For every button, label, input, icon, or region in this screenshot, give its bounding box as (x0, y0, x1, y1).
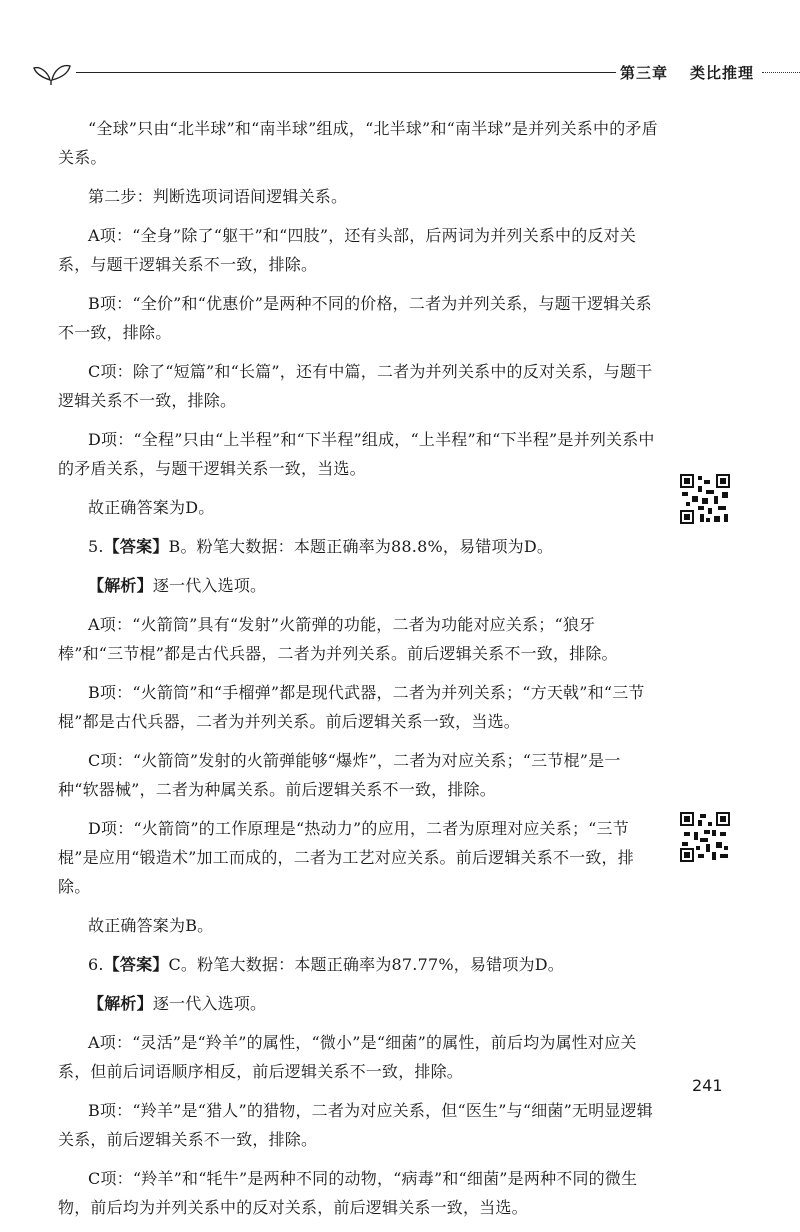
answer-tag: 【答案】 (103, 537, 169, 556)
chapter-title: 类比推理 (690, 64, 755, 82)
q5-option-a: A项：“火箭筒”具有“发射”火箭弹的功能，二者为功能对应关系；“狼牙棒”和“三节棍”都是古代兵器，二者为并列关系。前后逻辑关系不一致，排除。 (58, 615, 618, 663)
analysis-text: 逐一代入选项。 (152, 576, 267, 595)
analysis-tag: 【解析】 (88, 576, 153, 595)
sprout-icon (30, 52, 74, 86)
q6-analysis (58, 989, 658, 1018)
q6-number: 6. (88, 955, 104, 974)
page-number: 241 (692, 1076, 723, 1095)
page-header (30, 52, 770, 92)
paragraph: A项：“全身”除了“躯干”和“四肢”，还有头部，后两词为并列关系中的反对关系，与题干逻辑关系不一致，排除。 (58, 226, 637, 274)
page-content (58, 114, 658, 1232)
paragraph: 第二步：判断选项词语间逻辑关系。 (88, 187, 348, 206)
chapter-label: 第三章 (620, 64, 669, 82)
answer-tag: 【答案】 (103, 955, 169, 974)
header-rule (76, 72, 616, 73)
q5-option-c: C项：“火箭筒”发射的火箭弹能够“爆炸”，二者为对应关系；“三节棍”是一种“软器械”，二者为种属关系。前后逻辑关系不一致，排除。 (58, 751, 621, 799)
q5-analysis (58, 571, 658, 600)
q5-answer (58, 532, 658, 561)
answer-text: B。粉笔大数据：本题正确率为88.8%，易错项为D。 (168, 537, 554, 556)
paragraph: B项：“全价”和“优惠价”是两种不同的价格，二者为并列关系，与题干逻辑关系不一致，排除。 (58, 294, 652, 342)
q6-option-a: A项：“灵活”是“羚羊”的属性，“微小”是“细菌”的属性，前后均为属性对应关系，但前后词语顺序相反，前后逻辑关系不一致，排除。 (58, 1033, 637, 1081)
qr-code-icon[interactable] (680, 812, 730, 862)
q5-number: 5. (88, 537, 104, 556)
q5-conclusion: 故正确答案为B。 (88, 916, 214, 935)
paragraph: 故正确答案为D。 (88, 498, 215, 517)
q5-option-d: D项：“火箭筒”的工作原理是“热动力”的应用，二者为原理对应关系；“三节棍”是应用“锻造术”加工而成的，二者为工艺对应关系。前后逻辑关系不一致，排除。 (58, 819, 634, 896)
paragraph: C项：除了“短篇”和“长篇”，还有中篇，二者为并列关系中的反对关系，与题干逻辑关系不一致，排除。 (58, 362, 653, 410)
paragraph: “全球”只由“北半球”和“南半球”组成，“北半球”和“南半球”是并列关系中的矛盾关系。 (58, 119, 658, 167)
answer-text: C。粉笔大数据：本题正确率为87.77%，易错项为D。 (168, 955, 564, 974)
q5-option-b: B项：“火箭筒”和“手榴弹”都是现代武器，二者为并列关系；“方天戟”和“三节棍”都是古代兵器，二者为并列关系。前后逻辑关系一致，当选。 (58, 683, 645, 731)
analysis-tag: 【解析】 (88, 994, 153, 1013)
q6-option-b: B项：“羚羊”是“猎人”的猎物，二者为对应关系，但“医生”与“细菌”无明显逻辑关系，前后逻辑关系不一致，排除。 (58, 1101, 653, 1149)
header-dotted-rule (762, 72, 800, 73)
qr-code-icon[interactable] (680, 474, 730, 524)
analysis-text: 逐一代入选项。 (152, 994, 267, 1013)
q6-option-c: C项：“羚羊”和“牦牛”是两种不同的动物，“病毒”和“细菌”是两种不同的微生物，前后均为并列关系中的反对关系，前后逻辑关系一致，当选。 (58, 1169, 638, 1217)
q6-answer (58, 950, 658, 979)
paragraph: D项：“全程”只由“上半程”和“下半程”组成，“上半程”和“下半程”是并列关系中的矛盾关系，与题干逻辑关系一致，当选。 (58, 430, 655, 478)
